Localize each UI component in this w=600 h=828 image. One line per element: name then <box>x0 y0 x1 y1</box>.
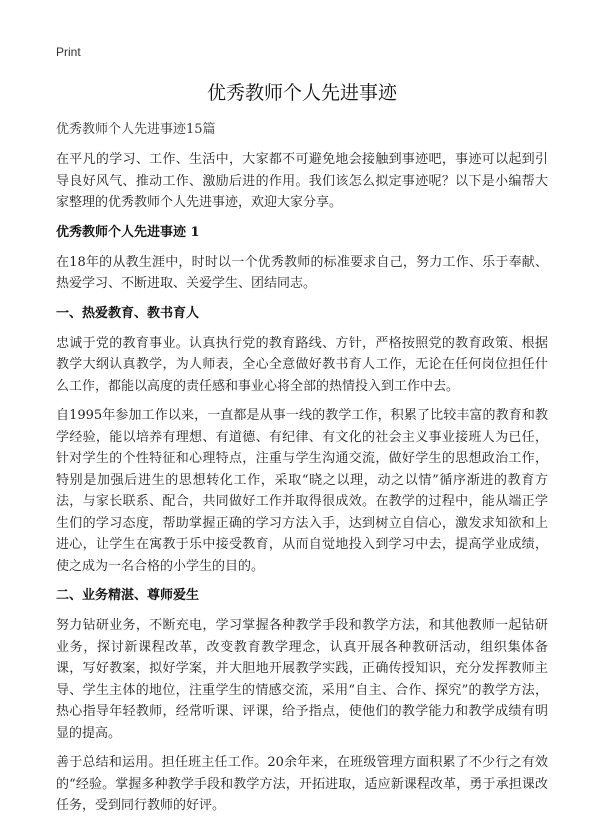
section-paragraph: 在18年的从教生涯中，时时以一个优秀教师的标准要求自己，努力工作、乐于奉献、热爱学习、不断进取、关爱学生、团结同志。 <box>56 254 548 291</box>
subsection-paragraph: 善于总结和运用。担任班主任工作。20余年来，在班级管理方面积累了不少行之有效的“经验。掌握多种教学手段和教学方法，开拓进取，适应新课程改革，勇于承担课改任务，受到同行教师的好评。 <box>56 755 548 813</box>
print-link[interactable]: Print <box>56 45 81 59</box>
subsection-paragraph: 忠诚于党的教育事业。认真执行党的教育路线、方针，严格按照党的教育政策、根据教学大纲认真教学，为人师表，全心全意做好教书育人工作，无论在任何岗位担任什么工作，都能以高度的责任感和事业心将全部的热情投入到工作中去。 <box>56 335 548 394</box>
article-subtitle: 优秀教师个人先进事迹15篇 <box>56 122 216 137</box>
subsection-paragraph: 努力钻研业务，不断充电，学习掌握各种教学手段和教学方法，和其他教师一起钻研业务，探讨新课程改革，改变教育教学理念，认真开展各种教研活动，组织集体备课，写好教案，拟好学案，并大胆地开展教学实践，正确传授知识，充分发挥教师主导、学生主体的地位，注重学生的情感交流，采用“自主、合作、探究”的教学方法，热心指导年轻教师，经常听课、评课，给予指点，使他们的教学能力和教学成绩有明显的提高。 <box>56 618 548 741</box>
subsection-paragraph: 自1995年参加工作以来，一直都是从事一线的教学工作，积累了比较丰富的教育和教学经验，能以培养有理想、有道德、有纪律、有文化的社会主义事业接班人为已任，针对学生的个性特征和心理特点，注重与学生沟通交流，做好学生的思想政治工作，特别是加强后进生的思想转化工作，采取“晓之以理，动之以情”循序渐进的教育方法，与家长联系、配合，共同做好工作并取得很成效。在教学的过程中，能从端正学生们的学习态度，帮助掌握正确的学习方法入手，达到树立自信心，激发求知欲和上进心，让学生在寓教于乐中接受教育，从而自觉地投入到学习中去，提高学业成绩，使之成为一名合格的小学生的目的。 <box>56 408 548 574</box>
subsection-heading: 一、热爱教育、教书育人 <box>56 305 200 321</box>
section-heading: 优秀教师个人先进事迹 1 <box>56 224 200 240</box>
intro-paragraph: 在平凡的学习、工作、生活中，大家都不可避免地会接触到事迹吧，事迹可以起到引导良好风气、推动工作、激励后进的作用。我们该怎么拟定事迹呢？以下是小编帮大家整理的优秀教师个人先进事迹，欢迎大家分享。 <box>56 152 548 210</box>
article-body <box>56 119 548 825</box>
page-title: 优秀教师个人先进事迹 <box>206 82 397 104</box>
subsection-heading: 二、业务精湛、尊师爱生 <box>56 588 200 603</box>
